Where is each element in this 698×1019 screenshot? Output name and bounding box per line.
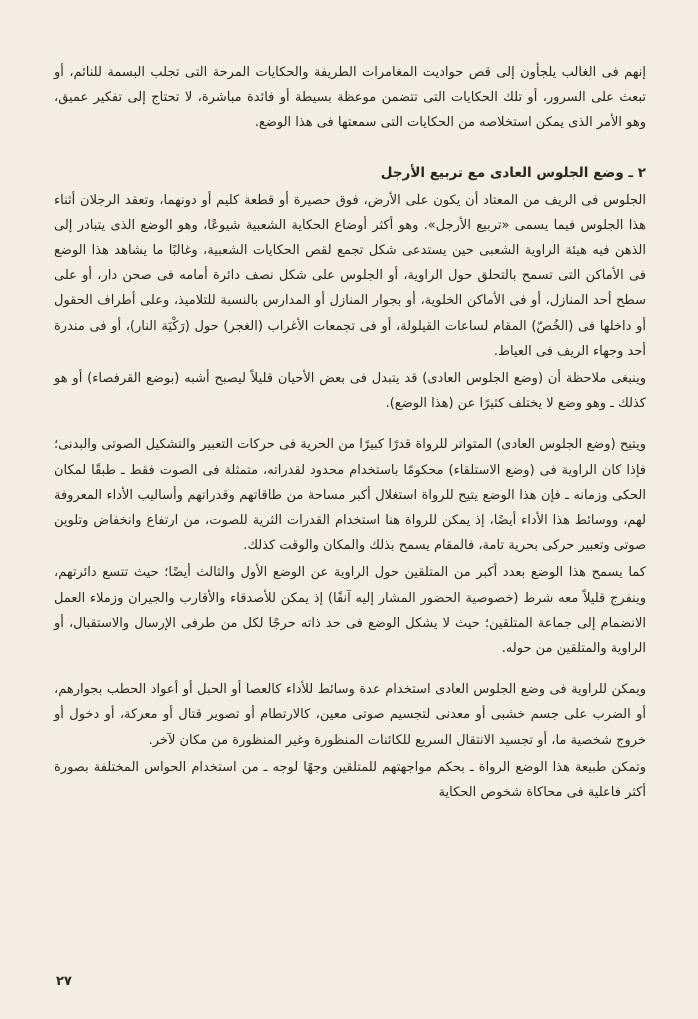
body-paragraph-1: الجلوس فى الريف من المعتاد أن يكون على الأرض، فوق حصيرة أو قطعة كليم أو دونهما، وتعقد الرجلان أثناء هذا الجلوس فيما يسمى «تربيع الأرجل». وهو أكثر أوضاع الحكاية الشعبية شيوعًا، وهو الوضع الذى يتبادر إلى الذهن فيه هيئة الراوية الشعبى حين يستدعى شكل تجمع لقص الحكايات الشعبية، وغالبًا ما يشاهد هذا الوضع فى الأماكن التى تسمح بالتحلق حول الراوية، أو الجلوس على شكل نصف دائرة أمامه فى صحن دار، أو على سطح أحد المنازل، أو فى الأماكن الخلوية، أو بجوار المنازل أو المدارس بالنسبة للتلاميذ، وعلى أطراف الحقول أو داخلها فى (الخُصّ) المقام لساعات القيلولة، أو فى تجمعات الأغراب (الغجر) حول (رَكْيَة النار)، أو فى مندرة أحد وجهاء الريف فى العياط. bbox=[54, 192, 646, 359]
page-number: ٢٧ bbox=[56, 974, 72, 989]
body-paragraph-2: وينبغى ملاحظة أن (وضع الجلوس العادى) قد يتبدل فى بعض الأحيان قليلاً ليصبح أشبه (بوضع القرفصاء) أو هو كذلك ـ وهو وضع لا يختلف كثيرًا عن (هذا الوضع). bbox=[54, 371, 646, 412]
body-paragraph-4: كما يسمح هذا الوضع بعدد أكبر من المتلقين حول الراوية عن الوضع الأول والثالث أيضًا؛ حيث تتسع دائرتهم، وينفرج قليلاً معه شرط (خصوصية الحضور المشار إليه آنفًا) إذ يمكن للأصدقاء والأقارب والجيران وزملاء العمل الانضمام إلى جماعة المتلقين؛ حيث لا يشكل الوضع فى حد ذاته حرجًا لكل من طرفى الإرسال والاستقبال، أو الراوية والمتلقين من حوله. bbox=[54, 565, 646, 657]
section-heading: ٢ ـ وضع الجلوس العادى مع تربيع الأرجل bbox=[380, 164, 646, 181]
intro-paragraph: إنهم فى الغالب يلجأون إلى قص حواديت المغامرات الطريفة والحكايات المرحة التى تجلب البسمة للنائم، أو تبعث على السرور، أو تلك الحكايات التى تتضمن موعظة بسيطة أو فائدة مباشرة، لا تحتاج إلى تفكير عميق، وهو الأمر الذى يمكن استخلاصه من الحكايات التى سمعتها فى هذا الوضع. bbox=[54, 65, 646, 131]
body-paragraph-5: ويمكن للراوية فى وضع الجلوس العادى استخدام عدة وسائط للأداء كالعصا أو الحبل أو أعواد الحطب بجوارهم، أو الضرب على جسم خشبى أو معدنى لتجسيم صوتى معين، كالارتطام أو تصوير قتال أو معركة، أو دخول أو خروج شخصية ما، أو تجسيد الانتقال السريع للكائنات المنظورة وغير المنظورة من مكان لآخر. bbox=[54, 682, 646, 748]
page-body bbox=[54, 60, 646, 805]
body-paragraph-6: وتمكن طبيعة هذا الوضع الرواة ـ بحكم مواجهتهم للمتلقين وجهًا لوجه ـ من استخدام الحواس المختلفة بصورة أكثر فاعلية فى محاكاة شخوص الحكاية bbox=[54, 759, 646, 801]
body-paragraph-3: ويتيح (وضع الجلوس العادى) المتواتر للرواة قدرًا كبيرًا من الحرية فى حركات التعبير والتشكيل الصوتى والبدنى؛ فإذا كان الراوية فى (وضع الاستلقاء) محكومًا باستخدام محدود لقدراته، متمثلة فى الصوت فقط ـ طبقًا لمكان الحكى وزمانه ـ فإن هذا الوضع يتيح للرواة استغلال أكبر مساحة من طاقاتهم وقدراتهم وأساليب الأداء المعروفة لهم، ووسائط هذا الأداء أيضًا، إذ يمكن للرواة هنا استخدام القدرات الثرية للصوت، من ارتفاع وانخفاض وتلوين صوتى وتعبير حركى بحرية تامة، فالمقام يسمح بذلك والمكان والوقت كذلك. bbox=[54, 437, 646, 554]
